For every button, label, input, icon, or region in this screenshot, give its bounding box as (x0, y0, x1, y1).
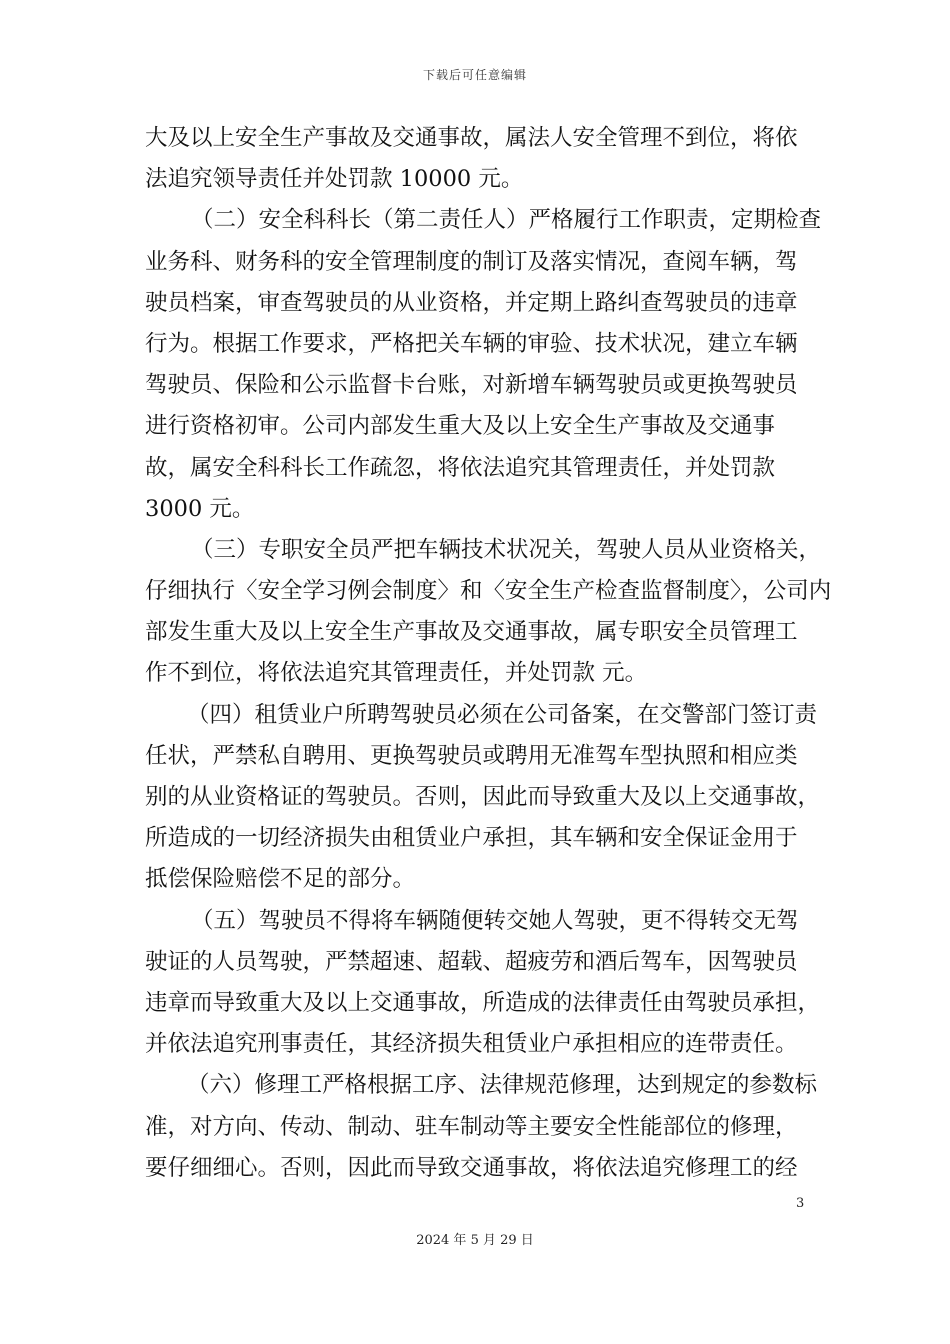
paragraph-start-line: （二）安全科科长（第二责任人）严格履行工作职责，定期检查 (191, 207, 822, 234)
text-line: 部发生重大及以上安全生产事故及交通事故，属专职安全员管理工 (145, 619, 798, 646)
text-line: 3000 元。 (145, 495, 255, 522)
text-line: 别的从业资格证的驾驶员。否则，因此而导致重大及以上交通事故， (145, 784, 821, 810)
text-line: 任状，严禁私自聘用、更换驾驶员或聘用无准驾车型执照和相应类 (145, 742, 798, 769)
text-line: 所造成的一切经济损失由租赁业户承担，其车辆和安全保证金用于 (145, 825, 798, 852)
text-line: 法追究领导责任并处罚款 10000 元。 (145, 166, 524, 193)
paragraph-start-line: （四）租赁业户所聘驾驶员必须在公司备案，在交警部门签订责 (187, 701, 818, 728)
text-line: 准，对方向、传动、制动、驻车制动等主要安全性能部位的修理， (145, 1113, 798, 1140)
text-line: 仔细执行〈安全学习例会制度〉和〈安全生产检查监督制度〉，公司内 (145, 578, 832, 605)
footer-date: 2024 年 5 月 29 日 (416, 1233, 534, 1248)
text-line: 抵偿保险赔偿不足的部分。 (145, 866, 416, 893)
text-line: 驶员档案，审查驾驶员的从业资格，并定期上路纠查驾驶员的违章 (145, 289, 798, 316)
text-line: 驾驶员、保险和公示监督卡台账，对新增车辆驾驶员或更换驾驶员 (145, 372, 798, 399)
text-line: 大及以上安全生产事故及交通事故，属法人安全管理不到位，将依 (145, 125, 798, 151)
header-note: 下载后可任意编辑 (422, 68, 527, 82)
page-number: 3 (796, 1196, 805, 1211)
text-line: 违章而导致重大及以上交通事故，所造成的法律责任由驾驶员承担， (145, 989, 821, 1016)
paragraph-start-line: （三）专职安全员严把车辆技术状况关，驾驶人员从业资格关， (191, 536, 822, 563)
text-line: 行为。根据工作要求，严格把关车辆的审验、技术状况，建立车辆 (145, 330, 798, 357)
text-line: 故，属安全科科长工作疏忽，将依法追究其管理责任，并处罚款 (145, 454, 776, 481)
paragraph-start-line: （六）修理工严格根据工序、法律规范修理，达到规定的参数标 (187, 1072, 818, 1099)
text-line: 并依法追究刑事责任，其经济损失租赁业户承担相应的连带责任。 (145, 1031, 798, 1058)
text-line: 作不到位，将依法追究其管理责任，并处罚款 元。 (145, 660, 648, 687)
text-line: 进行资格初审。公司内部发生重大及以上安全生产事故及交通事 (145, 413, 776, 440)
document-body (145, 118, 832, 1189)
text-line: 业务科、财务科的安全管理制度的制订及落实情况，查阅车辆，驾 (145, 248, 798, 275)
text-line: 要仔细细心。否则，因此而导致交通事故，将依法追究修理工的经 (145, 1154, 798, 1181)
paragraph-start-line: （五）驾驶员不得将车辆随便转交她人驾驶，更不得转交无驾 (191, 907, 799, 934)
text-line: 驶证的人员驾驶，严禁超速、超载、超疲劳和酒后驾车，因驾驶员 (145, 948, 798, 975)
